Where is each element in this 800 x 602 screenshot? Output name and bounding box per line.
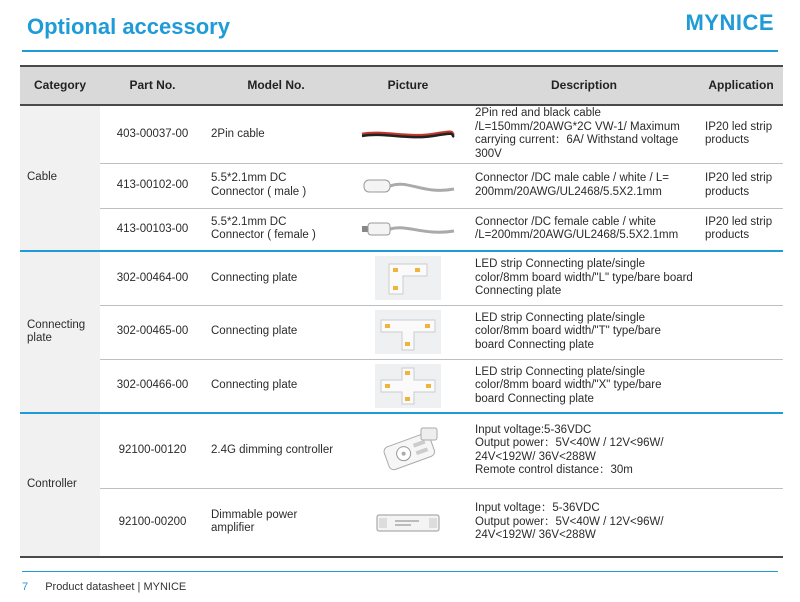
model-no-cell: Connecting plate bbox=[205, 251, 347, 305]
table-row bbox=[20, 251, 783, 305]
page-title: Optional accessory bbox=[27, 14, 230, 39]
picture-cell bbox=[347, 305, 469, 359]
column-header-model-no: Model No. bbox=[205, 66, 347, 105]
brand-logo: MYNICE bbox=[685, 10, 774, 35]
model-no-cell: Connecting plate bbox=[205, 359, 347, 413]
picture-cell bbox=[347, 105, 469, 163]
category-cell-connecting-plate: Connecting plate bbox=[20, 251, 100, 413]
table-row bbox=[20, 208, 783, 251]
application-cell bbox=[699, 305, 783, 359]
footer-divider bbox=[22, 571, 778, 572]
table-row bbox=[20, 163, 783, 208]
application-cell bbox=[699, 359, 783, 413]
dc-male-cable-icon bbox=[358, 171, 458, 201]
part-no-cell: 413-00102-00 bbox=[100, 163, 205, 208]
remote-dimmer-icon bbox=[373, 426, 443, 476]
page-number: 7 bbox=[22, 581, 29, 593]
description-cell: Connector /DC male cable / white / L= 200mm/20AWG/UL2468/5.5X2.1mm bbox=[469, 163, 699, 208]
description-cell: 2Pin red and black cable /L=150mm/20AWG*2C VW-1/ Maximum carrying current：6A/ Withstand voltage 300V bbox=[469, 105, 699, 163]
description-cell: LED strip Connecting plate/single color/8mm board width/"T" type/bare board Connecting plate bbox=[469, 305, 699, 359]
model-no-cell: Dimmable power amplifier bbox=[205, 488, 347, 557]
picture-cell bbox=[347, 163, 469, 208]
application-cell bbox=[699, 413, 783, 488]
picture-cell bbox=[347, 251, 469, 305]
column-header-part-no: Part No. bbox=[100, 66, 205, 105]
column-header-picture: Picture bbox=[347, 66, 469, 105]
description-cell: LED strip Connecting plate/single color/8mm board width/"L" type/bare board Connecting plate bbox=[469, 251, 699, 305]
table-row bbox=[20, 488, 783, 557]
accessory-table bbox=[20, 65, 783, 558]
column-header-application: Application bbox=[699, 66, 783, 105]
model-no-cell: Connecting plate bbox=[205, 305, 347, 359]
column-header-description: Description bbox=[469, 66, 699, 105]
picture-cell bbox=[347, 359, 469, 413]
picture-cell bbox=[347, 413, 469, 488]
model-no-cell: 2.4G dimming controller bbox=[205, 413, 347, 488]
application-cell: IP20 led strip products bbox=[699, 105, 783, 163]
model-no-cell: 5.5*2.1mm DC Connector ( male ) bbox=[205, 163, 347, 208]
x-connecting-plate-icon bbox=[375, 364, 441, 408]
table-row bbox=[20, 413, 783, 488]
power-amplifier-icon bbox=[373, 507, 443, 537]
category-cell-cable: Cable bbox=[20, 105, 100, 251]
footer-text: Product datasheet | MYNICE bbox=[45, 581, 187, 593]
application-cell: IP20 led strip products bbox=[699, 208, 783, 251]
description-cell: Input voltage：5-36VDC Output power：5V<40W / 12V<96W/ 24V<192W/ 36V<288W bbox=[469, 488, 699, 557]
page-footer bbox=[22, 581, 186, 593]
title-divider bbox=[22, 50, 778, 52]
table-row bbox=[20, 105, 783, 163]
application-cell: IP20 led strip products bbox=[699, 163, 783, 208]
t-connecting-plate-icon bbox=[375, 310, 441, 354]
table-row bbox=[20, 305, 783, 359]
red-black-cable-icon bbox=[358, 119, 458, 149]
column-header-category: Category bbox=[20, 66, 100, 105]
l-connecting-plate-icon bbox=[375, 256, 441, 300]
description-cell: Input voltage:5-36VDC Output power：5V<40W / 12V<96W/ 24V<192W/ 36V<288W Remote control distance：30m bbox=[469, 413, 699, 488]
part-no-cell: 302-00466-00 bbox=[100, 359, 205, 413]
description-cell: Connector /DC female cable / white /L=200mm/20AWG/UL2468/5.5X2.1mm bbox=[469, 208, 699, 251]
category-cell-controller: Controller bbox=[20, 413, 100, 557]
part-no-cell: 413-00103-00 bbox=[100, 208, 205, 251]
application-cell bbox=[699, 251, 783, 305]
application-cell bbox=[699, 488, 783, 557]
model-no-cell: 5.5*2.1mm DC Connector ( female ) bbox=[205, 208, 347, 251]
part-no-cell: 302-00464-00 bbox=[100, 251, 205, 305]
picture-cell bbox=[347, 488, 469, 557]
dc-female-cable-icon bbox=[358, 214, 458, 244]
part-no-cell: 92100-00200 bbox=[100, 488, 205, 557]
table-row bbox=[20, 359, 783, 413]
description-cell: LED strip Connecting plate/single color/8mm board width/"X" type/bare board Connecting plate bbox=[469, 359, 699, 413]
part-no-cell: 302-00465-00 bbox=[100, 305, 205, 359]
picture-cell bbox=[347, 208, 469, 251]
table-header-row bbox=[20, 66, 783, 105]
model-no-cell: 2Pin cable bbox=[205, 105, 347, 163]
part-no-cell: 403-00037-00 bbox=[100, 105, 205, 163]
part-no-cell: 92100-00120 bbox=[100, 413, 205, 488]
